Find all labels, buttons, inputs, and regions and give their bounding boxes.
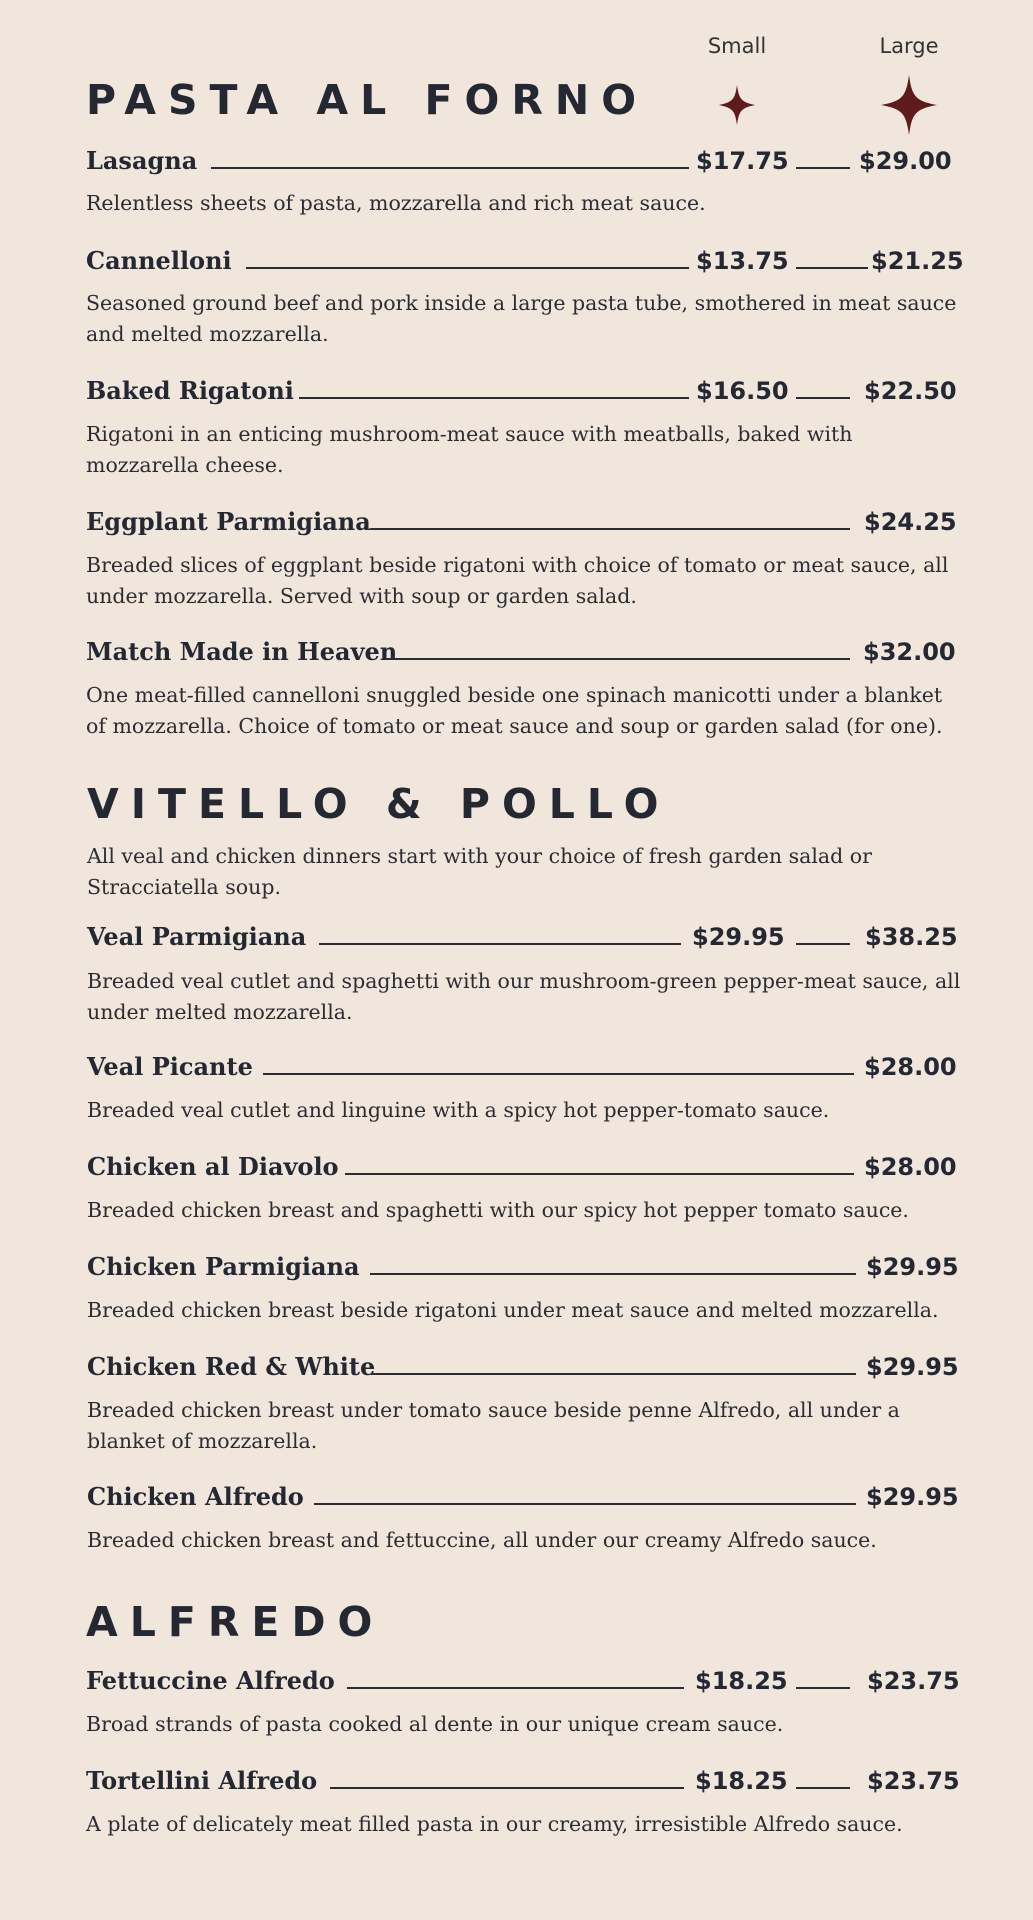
four-point-star-icon — [719, 85, 755, 129]
leader-line — [319, 943, 681, 945]
leader-line — [347, 1687, 684, 1689]
leader-line — [246, 267, 689, 269]
item-name: Tortellini Alfredo — [86, 1766, 318, 1795]
small-price: $29.95 — [692, 923, 785, 951]
large-price: $29.00 — [859, 147, 952, 175]
price: $29.95 — [866, 1253, 959, 1281]
leader-line — [796, 167, 850, 169]
price: $24.25 — [864, 508, 957, 536]
leader-line — [314, 1503, 856, 1505]
menu-item — [87, 920, 963, 954]
item-name: Chicken Parmigiana — [87, 1252, 360, 1281]
large-size-label: Large — [879, 34, 939, 58]
four-point-star-icon — [881, 75, 937, 139]
leader-line — [371, 1373, 856, 1375]
item-name: Lasagna — [86, 146, 198, 175]
item-name: Cannelloni — [86, 246, 232, 275]
price: $28.00 — [864, 1153, 957, 1181]
menu-item — [86, 144, 962, 178]
leader-line — [796, 943, 850, 945]
item-description: Breaded chicken breast and spaghetti with our spicy hot pepper tomato sauce. — [87, 1198, 909, 1222]
large-price: $22.50 — [864, 377, 957, 405]
large-price: $21.25 — [871, 247, 964, 275]
price: $28.00 — [864, 1053, 957, 1081]
small-price: $18.25 — [695, 1667, 788, 1695]
section-title: ALFREDO — [86, 1598, 385, 1646]
menu-item — [86, 244, 962, 278]
large-price: $23.75 — [867, 1767, 960, 1795]
item-name: Fettuccine Alfredo — [86, 1666, 335, 1695]
item-name: Chicken al Diavolo — [87, 1152, 339, 1181]
leader-line — [370, 1273, 856, 1275]
item-name: Baked Rigatoni — [86, 376, 294, 405]
leader-line — [211, 167, 689, 169]
item-description: Breaded slices of eggplant beside rigatoni with choice of tomato or meat sauce, all under mozzarella. Served with soup or garden salad. — [86, 553, 949, 608]
menu-item — [86, 635, 962, 669]
item-description: Breaded chicken breast under tomato sauce beside penne Alfredo, all under a blanket of mozzarella. — [87, 1398, 900, 1453]
leader-line — [345, 1173, 854, 1175]
item-name: Veal Picante — [87, 1052, 253, 1081]
item-name: Chicken Red & White — [87, 1352, 376, 1381]
leader-line — [796, 1787, 850, 1789]
price: $29.95 — [866, 1353, 959, 1381]
price: $32.00 — [863, 638, 956, 666]
section-title: VITELLO & POLLO — [87, 780, 671, 828]
leader-line — [796, 397, 850, 399]
item-description: A plate of delicately meat filled pasta in our creamy, irresistible Alfredo sauce. — [86, 1812, 903, 1836]
menu-item — [86, 1764, 962, 1798]
item-description: Seasoned ground beef and pork inside a large pasta tube, smothered in meat sauce and melted mozzarella. — [86, 291, 957, 346]
leader-line — [330, 1787, 684, 1789]
large-price: $38.25 — [865, 923, 958, 951]
leader-line — [299, 397, 689, 399]
item-name: Match Made in Heaven — [86, 637, 398, 666]
menu-item — [87, 1480, 963, 1514]
item-description: Relentless sheets of pasta, mozzarella and rich meat sauce. — [86, 191, 706, 215]
item-name: Veal Parmigiana — [87, 922, 307, 951]
small-price: $17.75 — [696, 147, 789, 175]
section-intro: All veal and chicken dinners start with your choice of fresh garden salad or Stracciatella soup. — [87, 844, 872, 899]
small-price: $13.75 — [696, 247, 789, 275]
small-size-label: Small — [707, 34, 767, 58]
menu-item — [87, 1050, 963, 1084]
item-description: Broad strands of pasta cooked al dente in our unique cream sauce. — [86, 1712, 784, 1736]
item-description: Breaded veal cutlet and linguine with a spicy hot pepper-tomato sauce. — [87, 1098, 830, 1122]
item-description: Breaded veal cutlet and spaghetti with our mushroom-green pepper-meat sauce, all under melted mozzarella. — [87, 969, 961, 1024]
menu-item — [86, 374, 962, 408]
item-description: Breaded chicken breast beside rigatoni under meat sauce and melted mozzarella. — [87, 1298, 939, 1322]
price: $29.95 — [866, 1483, 959, 1511]
item-description: One meat-filled cannelloni snuggled beside one spinach manicotti under a blanket of mozzarella. Choice of tomato or meat sauce and soup or garden salad (for one). — [86, 683, 943, 738]
small-price: $16.50 — [696, 377, 789, 405]
leader-line — [263, 1073, 854, 1075]
small-price: $18.25 — [695, 1767, 788, 1795]
item-name: Chicken Alfredo — [87, 1482, 304, 1511]
item-description: Breaded chicken breast and fettuccine, all under our creamy Alfredo sauce. — [87, 1528, 877, 1552]
large-price: $23.75 — [867, 1667, 960, 1695]
menu-item — [87, 1250, 963, 1284]
leader-line — [796, 267, 868, 269]
item-name: Eggplant Parmigiana — [86, 507, 371, 536]
item-description: Rigatoni in an enticing mushroom-meat sauce with meatballs, baked with mozzarella cheese. — [86, 422, 853, 477]
leader-line — [386, 658, 850, 660]
leader-line — [796, 1687, 850, 1689]
menu-item — [86, 505, 962, 539]
menu-item — [86, 1664, 962, 1698]
menu-item — [87, 1350, 963, 1384]
section-title: PASTA AL FORNO — [86, 76, 649, 124]
leader-line — [370, 528, 850, 530]
menu-item — [87, 1150, 963, 1184]
